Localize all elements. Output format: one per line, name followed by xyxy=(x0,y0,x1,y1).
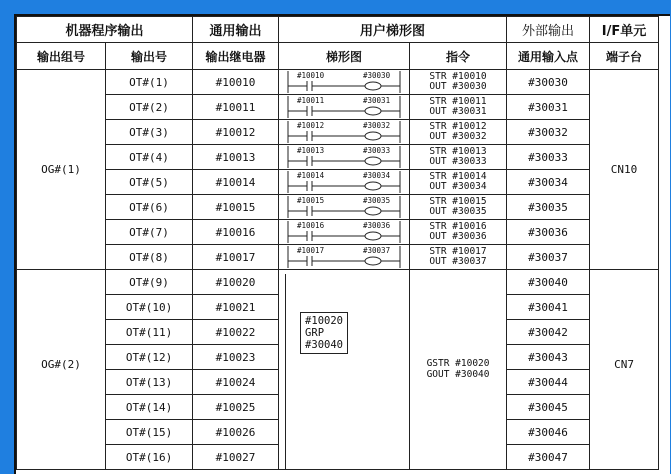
table-row xyxy=(17,195,659,220)
contact-label: #10016 xyxy=(297,221,325,230)
power-rail xyxy=(285,274,286,469)
instruction-line: OUT #30034 xyxy=(429,181,487,192)
ladder-rung xyxy=(285,171,403,193)
header-terminal: 端子台 xyxy=(590,43,659,70)
instruction-line: STR #10015 xyxy=(429,196,487,207)
instruction-line: STR #10016 xyxy=(429,221,487,232)
output-relay-cell: #10026 xyxy=(193,420,279,445)
header-machine-output: 机器程序输出 xyxy=(17,17,193,43)
header-output-group: 输出组号 xyxy=(17,43,106,70)
instruction-line: OUT #30031 xyxy=(429,106,487,117)
header-external-output: 外部输出 xyxy=(507,17,590,43)
output-number-cell: OT#(7) xyxy=(106,220,193,245)
general-input-cell: #30047 xyxy=(507,445,590,470)
general-input-cell: #30044 xyxy=(507,370,590,395)
general-input-cell: #30030 xyxy=(507,70,590,95)
table-row xyxy=(17,170,659,195)
coil-label: #30034 xyxy=(363,171,391,180)
instruction-line: STR #10011 xyxy=(429,96,487,107)
general-input-cell: #30046 xyxy=(507,420,590,445)
table-row xyxy=(17,95,659,120)
contact-label: #10014 xyxy=(297,171,325,180)
instruction-cell xyxy=(410,145,507,170)
general-input-cell: #30033 xyxy=(507,145,590,170)
coil-symbol xyxy=(365,182,381,190)
general-input-cell: #30034 xyxy=(507,170,590,195)
instruction-line: OUT #30033 xyxy=(429,156,487,167)
instruction-line: OUT #30032 xyxy=(429,131,487,142)
general-input-cell: #30032 xyxy=(507,120,590,145)
header-user-ladder: 用户梯形图 xyxy=(279,17,507,43)
output-relay-cell: #10011 xyxy=(193,95,279,120)
coil-label: #30033 xyxy=(363,146,391,155)
output-number-cell: OT#(13) xyxy=(106,370,193,395)
header-ladder: 梯形图 xyxy=(279,43,410,70)
ladder-cell xyxy=(279,245,410,270)
instruction-line: STR #10013 xyxy=(429,146,487,157)
general-input-cell: #30043 xyxy=(507,345,590,370)
ladder-cell xyxy=(279,195,410,220)
instruction-line: STR #10010 xyxy=(429,71,487,82)
general-input-cell: #30041 xyxy=(507,295,590,320)
contact-label: #10017 xyxy=(297,246,325,255)
contact-label: #10012 xyxy=(297,121,325,130)
header-general-input: 通用输入点 xyxy=(507,43,590,70)
coil-symbol xyxy=(365,257,381,265)
general-input-cell: #30040 xyxy=(507,270,590,295)
coil-label: #30035 xyxy=(363,196,391,205)
coil-label: #30032 xyxy=(363,121,391,130)
output-relay-cell: #10010 xyxy=(193,70,279,95)
output-relay-cell: #10025 xyxy=(193,395,279,420)
output-number-cell: OT#(15) xyxy=(106,420,193,445)
ladder-cell xyxy=(279,270,410,470)
output-relay-cell: #10013 xyxy=(193,145,279,170)
ladder-rung xyxy=(285,246,403,268)
ladder-rung xyxy=(285,221,403,243)
instruction-cell xyxy=(410,120,507,145)
output-relay-cell: #10016 xyxy=(193,220,279,245)
header-if-unit: I/F单元 xyxy=(590,17,659,43)
output-relay-cell: #10020 xyxy=(193,270,279,295)
output-number-cell: OT#(1) xyxy=(106,70,193,95)
coil-symbol xyxy=(365,82,381,90)
header-output-number: 输出号 xyxy=(106,43,193,70)
ladder-cell xyxy=(279,170,410,195)
instruction-line: OUT #30037 xyxy=(429,256,487,267)
general-input-cell: #30042 xyxy=(507,320,590,345)
instruction-line: STR #10012 xyxy=(429,121,487,132)
table-row xyxy=(17,120,659,145)
contact-label: #10013 xyxy=(297,146,325,155)
instruction-line: GSTR #10020 xyxy=(426,358,490,369)
coil-symbol xyxy=(365,232,381,240)
contact-label: #10015 xyxy=(297,196,325,205)
instruction-line: GOUT #30040 xyxy=(426,369,490,380)
output-group-cell: OG#(1) xyxy=(17,70,106,270)
output-number-cell: OT#(9) xyxy=(106,270,193,295)
ladder-rung xyxy=(285,196,403,218)
coil-label: #30030 xyxy=(363,71,391,80)
output-number-cell: OT#(11) xyxy=(106,320,193,345)
ladder-cell xyxy=(279,145,410,170)
header-output-relay: 输出继电器 xyxy=(193,43,279,70)
ladder-cell xyxy=(279,70,410,95)
instruction-cell xyxy=(410,70,507,95)
instruction-line: OUT #30030 xyxy=(429,81,487,92)
coil-label: #30031 xyxy=(363,96,391,105)
terminal-cell: CN10 xyxy=(590,70,659,270)
ladder-cell xyxy=(279,120,410,145)
instruction-cell xyxy=(410,195,507,220)
coil-label: #30037 xyxy=(363,246,391,255)
instruction-cell xyxy=(410,245,507,270)
output-number-cell: OT#(4) xyxy=(106,145,193,170)
block-line: #10020 xyxy=(305,315,343,327)
coil-symbol xyxy=(365,157,381,165)
ladder-rung xyxy=(285,71,403,93)
instruction-cell xyxy=(410,95,507,120)
contact-label: #10011 xyxy=(297,96,325,105)
group-function-block xyxy=(300,312,348,354)
output-relay-cell: #10023 xyxy=(193,345,279,370)
table-row xyxy=(17,145,659,170)
output-relay-cell: #10014 xyxy=(193,170,279,195)
output-relay-cell: #10017 xyxy=(193,245,279,270)
instruction-line: OUT #30036 xyxy=(429,231,487,242)
ladder-cell xyxy=(279,220,410,245)
terminal-cell: CN7 xyxy=(590,270,659,470)
coil-symbol xyxy=(365,132,381,140)
instruction-cell xyxy=(410,220,507,245)
io-mapping-table xyxy=(16,16,659,470)
output-number-cell: OT#(6) xyxy=(106,195,193,220)
contact-label: #10010 xyxy=(297,71,325,80)
output-number-cell: OT#(10) xyxy=(106,295,193,320)
table-row xyxy=(17,220,659,245)
ladder-rung xyxy=(285,146,403,168)
output-relay-cell: #10022 xyxy=(193,320,279,345)
instruction-cell xyxy=(410,270,507,470)
instruction-line: STR #10017 xyxy=(429,246,487,257)
instruction-line: OUT #30035 xyxy=(429,206,487,217)
general-input-cell: #30045 xyxy=(507,395,590,420)
ladder-cell xyxy=(279,95,410,120)
block-line: #30040 xyxy=(305,339,343,351)
output-relay-cell: #10024 xyxy=(193,370,279,395)
general-input-cell: #30031 xyxy=(507,95,590,120)
output-group-cell: OG#(2) xyxy=(17,270,106,470)
coil-label: #30036 xyxy=(363,221,391,230)
instruction-line: STR #10014 xyxy=(429,171,487,182)
header-general-output: 通用输出 xyxy=(193,17,279,43)
output-relay-cell: #10027 xyxy=(193,445,279,470)
output-number-cell: OT#(12) xyxy=(106,345,193,370)
output-number-cell: OT#(2) xyxy=(106,95,193,120)
output-relay-cell: #10021 xyxy=(193,295,279,320)
header-instruction: 指令 xyxy=(410,43,507,70)
output-relay-cell: #10015 xyxy=(193,195,279,220)
ladder-rung xyxy=(285,121,403,143)
general-input-cell: #30036 xyxy=(507,220,590,245)
ladder-rung xyxy=(285,96,403,118)
block-line: GRP xyxy=(305,327,325,339)
output-number-cell: OT#(16) xyxy=(106,445,193,470)
output-number-cell: OT#(14) xyxy=(106,395,193,420)
general-input-cell: #30037 xyxy=(507,245,590,270)
table-row xyxy=(17,270,659,295)
output-number-cell: OT#(5) xyxy=(106,170,193,195)
coil-symbol xyxy=(365,207,381,215)
coil-symbol xyxy=(365,107,381,115)
output-number-cell: OT#(8) xyxy=(106,245,193,270)
table-row xyxy=(17,245,659,270)
instruction-cell xyxy=(410,170,507,195)
output-relay-cell: #10012 xyxy=(193,120,279,145)
output-number-cell: OT#(3) xyxy=(106,120,193,145)
table-row xyxy=(17,70,659,95)
io-table-sheet xyxy=(14,14,670,474)
general-input-cell: #30035 xyxy=(507,195,590,220)
